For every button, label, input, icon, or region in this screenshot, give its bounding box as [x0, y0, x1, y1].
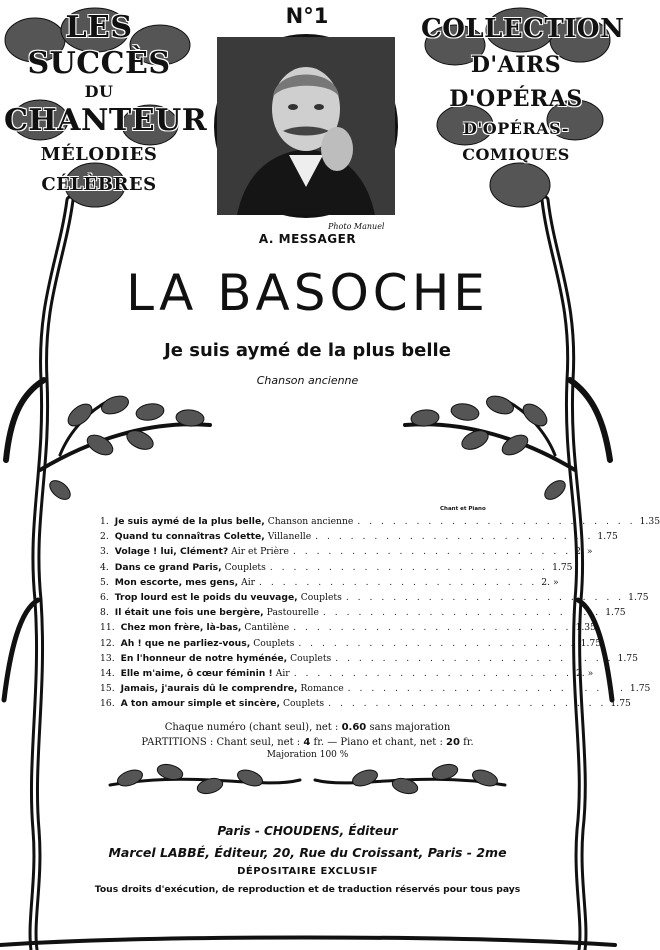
- song-number: 11.: [100, 622, 115, 634]
- pricing-score-piano-value: 20: [446, 737, 460, 748]
- leader-dots: . . . . . . . . . . . . . . . . . . . . . . . .: [259, 576, 538, 588]
- pricing-line-1: [0, 722, 615, 733]
- song-list-item: [100, 591, 649, 607]
- leader-dots: . . . . . . . . . . . . . . . . . . . . . . . .: [335, 652, 614, 664]
- publisher-line-2: Marcel LABBÉ, Éditeur, 20, Rue du Croissant, Paris - 2me: [108, 845, 507, 860]
- song-number: 8.: [100, 607, 109, 619]
- song-number: 2.: [100, 531, 109, 543]
- song-number: 14.: [100, 667, 115, 679]
- song-genre-text: Romance: [300, 683, 344, 695]
- song-list-item: [100, 607, 626, 622]
- song-price: 2. »: [541, 576, 559, 588]
- song-genre: Chanson ancienne: [256, 374, 359, 387]
- song-list-item: [100, 546, 593, 561]
- song-list-item: [100, 561, 573, 577]
- leader-dots: . . . . . . . . . . . . . . . . . . . . . . . .: [315, 531, 594, 543]
- song-title-text: Mon escorte, mes gens,: [114, 576, 239, 588]
- song-genre-text: Couplets: [290, 652, 332, 664]
- publisher-line-1: Paris - CHOUDENS, Éditeur: [217, 824, 398, 838]
- pricing-single-value: 0.60: [341, 722, 367, 733]
- song-title-text: Il était une fois une bergère,: [114, 607, 264, 619]
- song-genre-text: Couplets: [224, 561, 266, 573]
- song-price: 1.75: [605, 607, 626, 619]
- price-column-header: Chant et Piano: [440, 506, 486, 512]
- song-genre-text: Couplets: [283, 698, 325, 710]
- song-genre-text: Pastourelle: [266, 607, 319, 619]
- series-title-left-line3: CHANTEUR: [4, 103, 208, 138]
- photo-credit: Photo Manuel: [328, 222, 385, 231]
- leader-dots: . . . . . . . . . . . . . . . . . . . . . . . .: [345, 591, 625, 603]
- composer-portrait: [214, 34, 398, 218]
- song-price: 1.75: [629, 683, 651, 695]
- song-price: 2. »: [575, 546, 593, 558]
- song-list-item: [100, 652, 638, 668]
- song-price: 1.35: [639, 516, 660, 527]
- leader-dots: . . . . . . . . . . . . . . . . . . . . . . . .: [328, 698, 607, 710]
- series-title-left-line1: LES SUCCÈS: [27, 10, 171, 81]
- song-number: 6.: [100, 591, 109, 603]
- song-genre-text: Air et Prière: [231, 546, 289, 558]
- song-genre-text: Couplets: [253, 637, 295, 649]
- series-title-right-line2: D'AIRS: [470, 52, 562, 78]
- pricing-score-mid: fr. — Piano et chant, net :: [313, 737, 443, 748]
- pricing-line-2: [0, 737, 615, 748]
- issue-number: N°1: [285, 4, 329, 28]
- series-title-right-line3: D'OPÉRAS: [449, 86, 583, 112]
- leader-dots: . . . . . . . . . . . . . . . . . . . . . . . .: [298, 637, 577, 649]
- pricing-score-label: PARTITIONS : Chant seul, net :: [141, 737, 301, 748]
- publisher-line-4: Tous droits d'exécution, de reproduction et de traduction réservés pour tous pays: [94, 884, 521, 895]
- song-number: 3.: [100, 546, 109, 558]
- leader-dots: . . . . . . . . . . . . . . . . . . . . . . . .: [357, 516, 636, 527]
- series-title-left-line2: DU: [84, 82, 114, 101]
- song-genre-text: Cantilène: [244, 622, 290, 634]
- song-number: 16.: [100, 698, 115, 710]
- work-title: LA BASOCHE: [126, 264, 489, 322]
- song-title-text: Quand tu connaîtras Colette,: [114, 531, 265, 543]
- song-number: 15.: [100, 683, 115, 695]
- composer-name: A. MESSAGER: [258, 232, 357, 246]
- song-price: 1.75: [610, 698, 631, 710]
- song-number: 5.: [100, 576, 109, 588]
- song-title-text: En l'honneur de notre hyménée,: [120, 652, 288, 664]
- song-list-item: [100, 516, 660, 531]
- song-price: 1.75: [552, 561, 573, 573]
- song-list-item: [100, 637, 602, 653]
- leader-dots: . . . . . . . . . . . . . . . . . . . . . . . .: [322, 607, 602, 619]
- song-price: 1.35: [575, 622, 596, 634]
- song-title-text: Volage ! lui, Clément?: [114, 546, 229, 558]
- song-list-item: [100, 667, 594, 683]
- song-title: Je suis aymé de la plus belle: [164, 340, 451, 361]
- song-list: [100, 516, 660, 713]
- song-genre-text: Couplets: [300, 591, 342, 603]
- song-price: 2. »: [575, 667, 594, 679]
- song-title-text: A ton amour simple et sincère,: [120, 698, 280, 710]
- song-list-item: [100, 531, 618, 546]
- pricing-line-3: Majoration 100 %: [266, 750, 349, 760]
- song-list-item: [100, 683, 651, 698]
- song-title-text: Ah ! que ne parliez-vous,: [120, 637, 251, 649]
- song-price: 1.75: [597, 531, 618, 543]
- pricing-single-note: sans majoration: [369, 722, 451, 733]
- publisher-line-3: DÉPOSITAIRE EXCLUSIF: [237, 866, 378, 877]
- song-title-text: Elle m'aime, ô cœur féminin !: [120, 667, 273, 679]
- song-list-item: [100, 576, 559, 592]
- leader-dots: . . . . . . . . . . . . . . . . . . . . . . . .: [269, 561, 549, 573]
- song-title-text: Dans ce grand Paris,: [114, 561, 222, 573]
- song-number: 1.: [100, 516, 109, 527]
- song-genre-text: Chanson ancienne: [267, 516, 354, 527]
- song-number: 4.: [100, 561, 109, 573]
- portrait-illustration: [217, 37, 395, 215]
- song-title-text: Je suis aymé de la plus belle,: [114, 516, 265, 527]
- song-number: 12.: [100, 637, 115, 649]
- song-list-item: [100, 622, 596, 637]
- series-title-left-line4: MÉLODIES CÉLÈBRES: [40, 144, 158, 195]
- song-title-text: Chez mon frère, là-bas,: [120, 622, 242, 634]
- song-title-text: Trop lourd est le poids du veuvage,: [114, 591, 298, 603]
- leader-dots: . . . . . . . . . . . . . . . . . . . . . . . .: [292, 546, 572, 558]
- series-title-left: [4, 10, 208, 200]
- leader-dots: . . . . . . . . . . . . . . . . . . . . . . . .: [293, 622, 572, 634]
- pricing-score-unit: fr.: [463, 737, 474, 748]
- series-title-right-line4: D'OPÉRAS-COMIQUES: [462, 119, 570, 164]
- series-title-right: [421, 10, 625, 168]
- song-number: 13.: [100, 652, 115, 664]
- series-title-right-line1: COLLECTION: [421, 14, 625, 44]
- song-price: 1.75: [628, 591, 649, 603]
- song-genre-text: Air: [241, 576, 256, 588]
- song-genre-text: Air: [275, 667, 290, 679]
- leader-dots: . . . . . . . . . . . . . . . . . . . . . . . .: [347, 683, 626, 695]
- leader-dots: . . . . . . . . . . . . . . . . . . . . . . . .: [293, 667, 572, 679]
- song-price: 1.75: [580, 637, 602, 649]
- pricing-single-label: Chaque numéro (chant seul), net :: [164, 722, 339, 733]
- song-genre-text: Villanelle: [267, 531, 312, 543]
- pricing-score-voice-value: 4: [303, 737, 311, 748]
- song-title-text: Jamais, j'aurais dû le comprendre,: [120, 683, 298, 695]
- song-price: 1.75: [617, 652, 638, 664]
- song-list-item: [100, 698, 631, 713]
